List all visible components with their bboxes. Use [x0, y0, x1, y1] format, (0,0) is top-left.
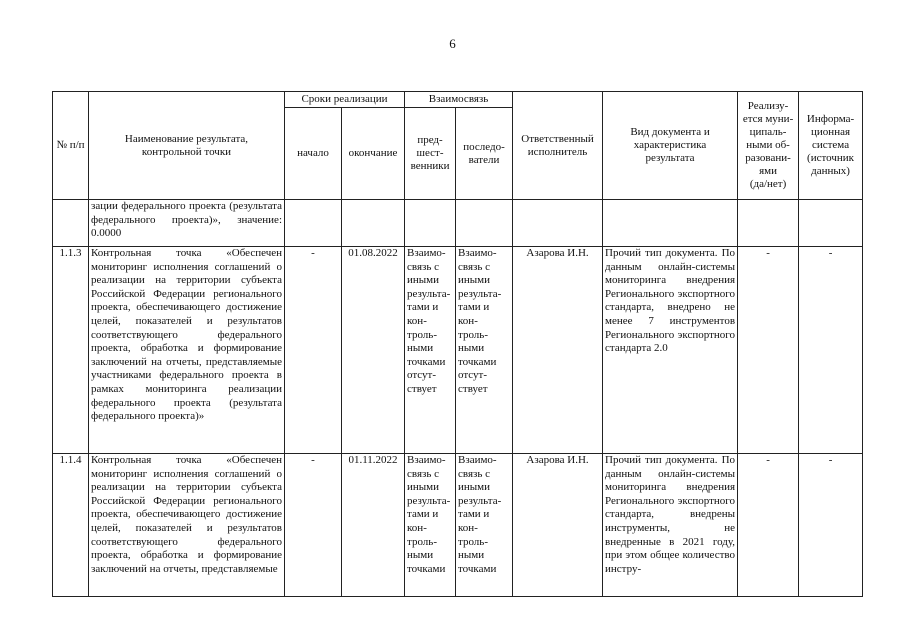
row-municipal: - — [738, 247, 799, 454]
page-number: 6 — [449, 36, 456, 51]
row-end: 01.08.2022 — [342, 247, 405, 454]
row-doc: Прочий тип документа. По данным онлайн-системы мониторинга внедрения Регионального экспортного стандарта, внедрены инструменты, не внедренные в 2021 году, при этом общее количество инстру- — [603, 454, 738, 597]
header-end: окончание — [342, 108, 405, 200]
header-successors: последо- ватели — [456, 108, 513, 200]
row-predecessors — [405, 200, 456, 247]
row-responsible — [513, 200, 603, 247]
row-responsible: Азарова И.Н. — [513, 454, 603, 597]
header-start: начало — [285, 108, 342, 200]
row-info: - — [799, 454, 863, 597]
row-info: - — [799, 247, 863, 454]
row-municipal — [738, 200, 799, 247]
row-end — [342, 200, 405, 247]
table-row — [53, 454, 863, 597]
row-start: - — [285, 247, 342, 454]
row-name: Контрольная точка «Обеспечен мониторинг исполнения соглашений о реализации на территории субъекта Российской Федерации регионального проекта, обеспечивающего достижение целей, показателей и результатов соответствующего федерального проекта, обработка и формирование заключений на отчеты, представляемые участниками федерального проекта в рамках мониторинга реализации федерального проекта (результата федерального проекта)» — [89, 247, 285, 454]
header-municipal: Реализу- ется муни- ципаль- ными об- разовани- ями (да/нет) — [738, 92, 799, 200]
row-end: 01.11.2022 — [342, 454, 405, 597]
header-predecessors: пред- шест- венники — [405, 108, 456, 200]
header-num: № п/п — [53, 92, 89, 200]
row-predecessors: Взаимо- связь с иными результа- тами и кон- троль- ными точками отсут- ствует — [405, 247, 456, 454]
row-successors — [456, 200, 513, 247]
header-name: Наименование результата, контрольной точки — [89, 92, 285, 200]
row-num: 1.1.4 — [53, 454, 89, 597]
header-doc-type: Вид документа и характеристика результата — [603, 92, 738, 200]
row-start: - — [285, 454, 342, 597]
row-municipal: - — [738, 454, 799, 597]
row-predecessors: Взаимо- связь с иными результа- тами и кон- троль- ными точками — [405, 454, 456, 597]
row-doc — [603, 200, 738, 247]
row-doc: Прочий тип документа. По данным онлайн-системы мониторинга внедрения Регионального экспортного стандарта, внедрено не менее 7 инструментов Регионального экспортного стандарта 2.0 — [603, 247, 738, 454]
table-row — [53, 247, 863, 454]
header-responsible: Ответственный исполнитель — [513, 92, 603, 200]
row-info — [799, 200, 863, 247]
row-num: 1.1.3 — [53, 247, 89, 454]
row-responsible: Азарова И.Н. — [513, 247, 603, 454]
table-row — [53, 200, 863, 247]
row-name: зации федерального проекта (результата федерального проекта)», значение: 0.0000 — [89, 200, 285, 247]
row-num — [53, 200, 89, 247]
header-info-system: Информа- ционная система (источник данных) — [799, 92, 863, 200]
row-successors: Взаимо- связь с иными результа- тами и кон- троль- ными точками — [456, 454, 513, 597]
row-name: Контрольная точка «Обеспечен мониторинг исполнения соглашений о реализации на территории субъекта Российской Федерации регионального проекта, обеспечивающего достижение целей, показателей и результатов соответствующего федерального проекта, обработка и формирование заключений на отчеты, представляемые — [89, 454, 285, 597]
row-successors: Взаимо- связь с иными результа- тами и кон- троль- ными точками отсут- ствует — [456, 247, 513, 454]
row-start — [285, 200, 342, 247]
header-terms: Сроки реализации — [285, 92, 405, 108]
header-relation: Взаимосвязь — [405, 92, 513, 108]
results-table — [52, 91, 863, 597]
